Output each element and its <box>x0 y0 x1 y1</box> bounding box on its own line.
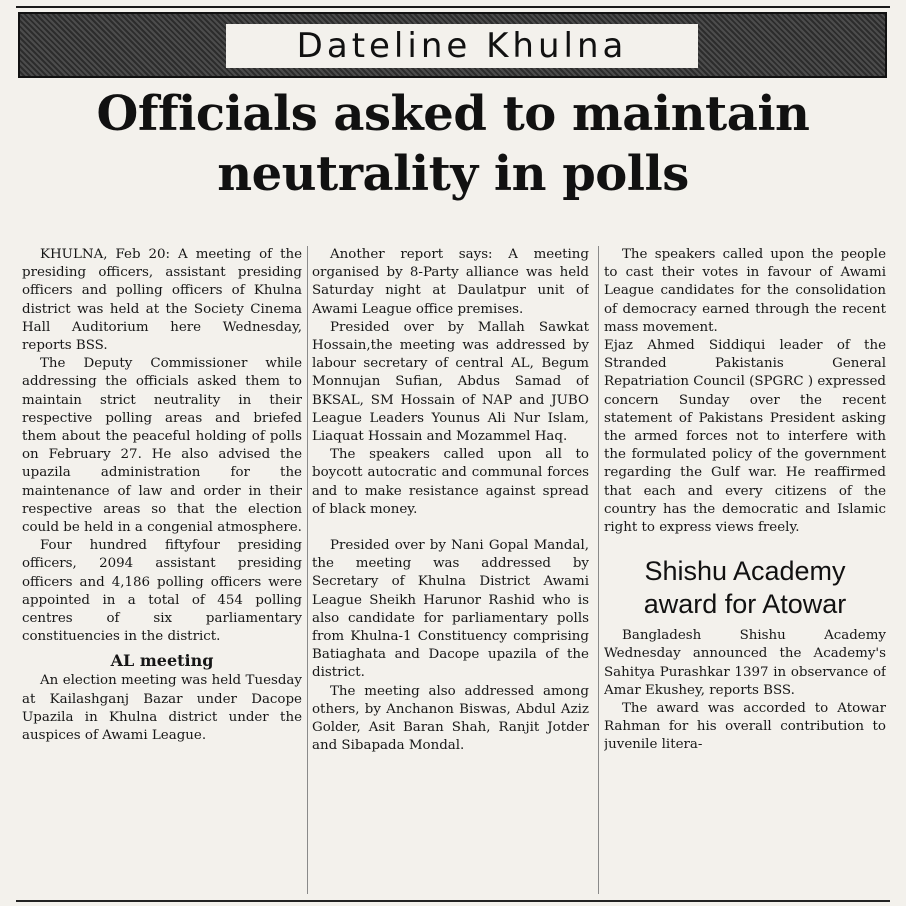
main-story-paragraph: KHULNA, Feb 20: A meeting of the presiding officers, assistant presiding officers and polling officers of Khulna district was held at the Society Cinema Hall Auditorium here Wednesday, reports BSS. <box>22 247 302 354</box>
main-story-paragraph: The Deputy Commissioner while addressing the officials asked them to maintain strict neutrality in their respective polling areas and briefed them about the peaceful holding of polls on February 27. He also advised the upazila administration for the maintenance of law and order in their respective areas so that the election could be held in a congenial atmosphere. <box>22 356 302 536</box>
main-story-paragraph: Four hundred fiftyfour presiding officers, 2094 assistant presiding officers and 4,186 polling officers were appointed in a total of 454 polling centres of six parliamentary constituencies in the district. <box>22 538 302 645</box>
headline-line-1: Officials asked to maintain <box>96 86 810 142</box>
article-column-1 <box>22 246 302 894</box>
section-banner <box>18 12 887 78</box>
side-story-paragraph: Bangladesh Shishu Academy Wednesday announced the Academy's Sahitya Purashkar 1397 in observance of Amar Ekushey, reports BSS. <box>604 628 886 698</box>
article-column-3 <box>604 246 886 894</box>
side-story-paragraph: The award was accorded to Atowar Rahman for his overall contribution to juvenile litera- <box>604 701 886 753</box>
bottom-rule <box>16 900 890 902</box>
al-meeting-paragraph: An election meeting was held Tuesday at Kailashganj Bazar under Dacope Upazila in Khulna district under the auspices of Awami League. <box>22 673 302 744</box>
column-divider-1 <box>307 246 308 894</box>
side-story-title <box>604 555 886 621</box>
al-meeting-paragraph: The meeting also addressed among others, by Anchanon Biswas, Abdul Aziz Golder, Asit Baran Shah, Ranjit Jotder and Sibapada Mondal. <box>312 683 589 754</box>
al-meeting-subhead: AL meeting <box>110 651 214 671</box>
column-divider-2 <box>598 246 599 894</box>
al-meeting-paragraph: Presided over by Mallah Sawkat Hossain,the meeting was addressed by labour secretary of central AL, Begum Monnujan Sufian, Abdus Samad of BKSAL, SM Hossain of NAP and JUBO League Leaders Younus Ali Nur Islam, Liaquat Hossain and Mozammel Haq. <box>312 319 589 445</box>
al-meeting-paragraph: Presided over by Nani Gopal Mandal, the meeting was addressed by Secretary of Khulna District Awami League Sheikh Harunor Rashid who is also candidate for parliamentary polls from Khulna-1 Constituency comprising Batiaghata and Dacope upazila of the district. <box>312 538 589 681</box>
al-meeting-paragraph: The speakers called upon the people to cast their votes in favour of Awami League candidates for the consolidation of democracy earned through the recent mass movement. <box>604 247 886 335</box>
side-story-title-line-1: Shishu Academy <box>644 556 846 587</box>
top-rule <box>16 6 890 8</box>
section-title: Dateline Khulna <box>226 24 698 68</box>
side-story-title-line-2: award for Atowar <box>643 589 847 620</box>
al-meeting-paragraph: Ejaz Ahmed Siddiqui leader of the Stranded Pakistanis General Repatriation Council (SPGRC ) expressed concern Sunday over the recent statement of Pakistans President asking the armed forces not to interfere with the formulated policy of the government regarding the Gulf war. He reaffirmed that each and every citizens of the country has the democratic and Islamic right to express views freely. <box>604 338 886 536</box>
article-column-2 <box>312 246 589 894</box>
al-meeting-paragraph: The speakers called upon all to boycott autocratic and communal forces and to make resistance against spread of black money. <box>312 447 589 517</box>
al-meeting-paragraph: Another report says: A meeting organised by 8-Party alliance was held Saturday night at Daulatpur unit of Awami League office premises. <box>312 247 589 317</box>
headline-line-2: neutrality in polls <box>217 146 689 202</box>
headline <box>16 84 890 204</box>
